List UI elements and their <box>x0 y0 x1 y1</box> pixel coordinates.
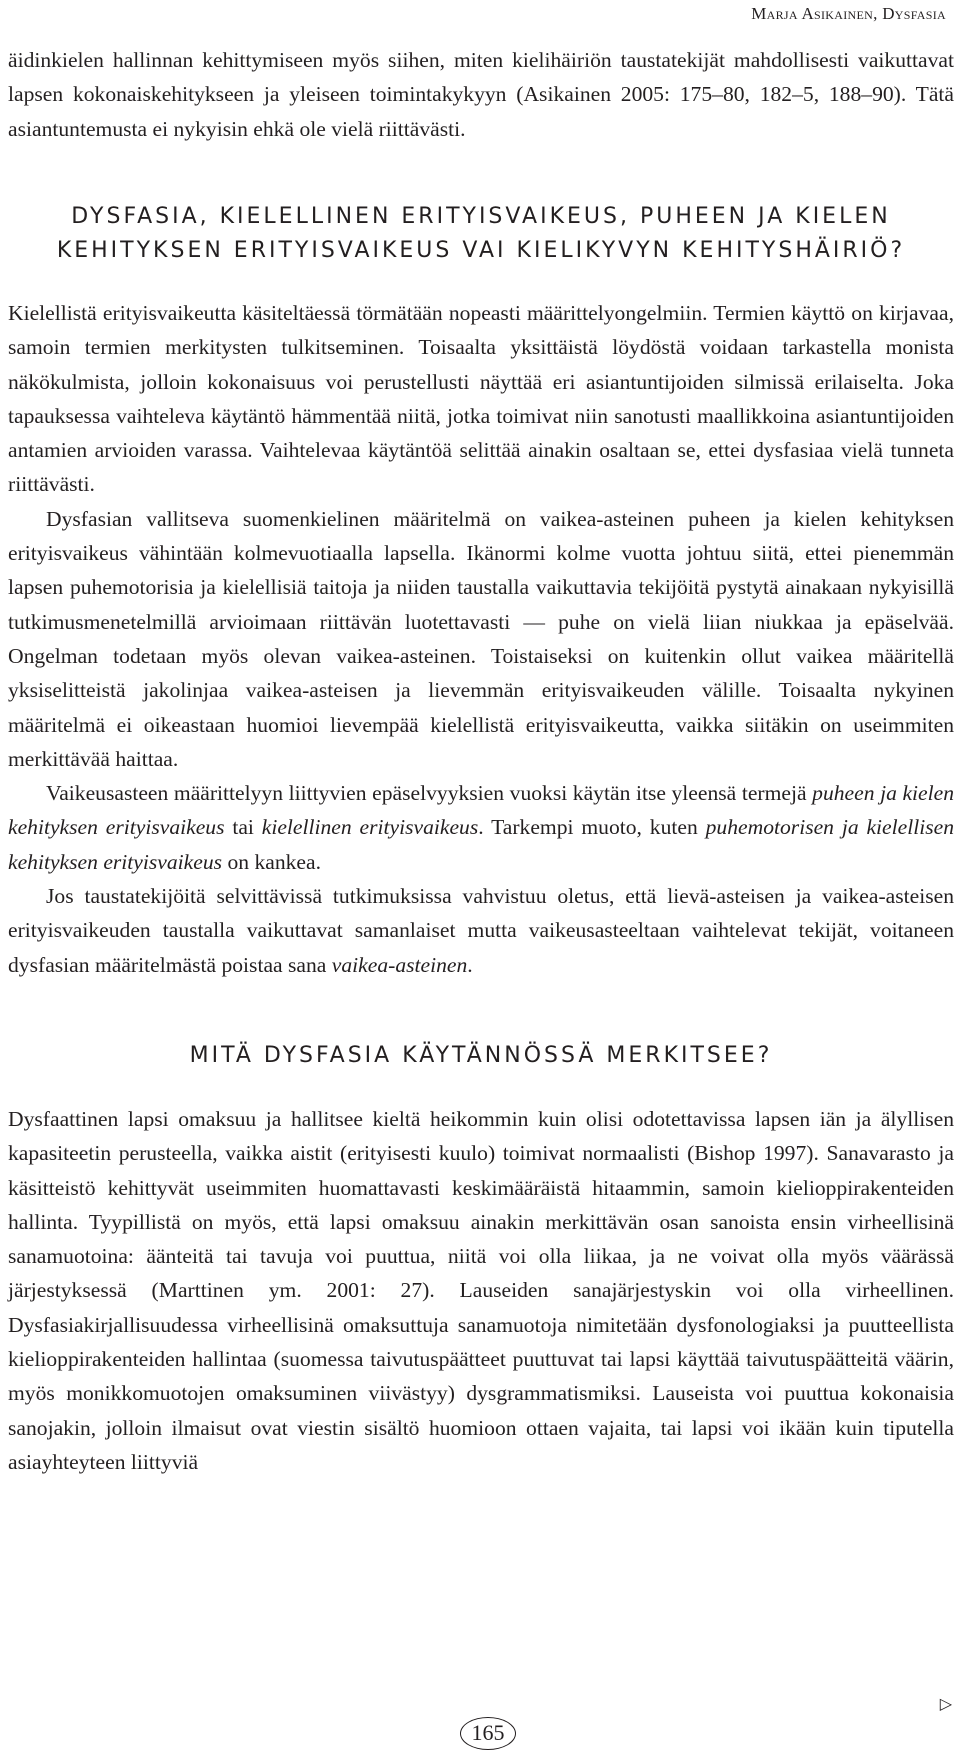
text-run: tai <box>224 815 262 840</box>
italic-term: puhemotorisen ja kielellisen kehityksen erityisvaikeus <box>8 815 954 874</box>
opening-paragraph-block <box>8 43 954 146</box>
text-run: on kankea. <box>222 849 321 874</box>
text-run: . <box>467 952 473 977</box>
section-body <box>8 296 954 982</box>
section-body <box>8 1102 954 1479</box>
text-run: Jos taustatekijöitä selvittävissä tutkimuksissa vahvistuu oletus, että lievä-asteisen ja vaikea-asteisen erityisvaikeuden taustalla vaikuttavat samanlaiset mutta vaikeusasteeltaan vaihtelevat tekijät, voitaneen dysfasian määritelmästä poistaa sana <box>8 884 954 977</box>
section-heading: MITÄ DYSFASIA KÄYTÄNNÖSSÄ MERKITSEE? <box>189 1043 773 1068</box>
section-heading: DYSFASIA, KIELELLINEN ERITYISVAIKEUS, PUHEEN JA KIELEN KEHITYKSEN ERITYISVAIKEUS VAI KIELIKYVYN KEHITYSHÄIRIÖ? <box>56 204 906 263</box>
paragraph: Dysfasian vallitseva suomenkielinen määritelmä on vaikea-asteinen puheen ja kielen kehityksen erityisvaikeus vähintään kolmevuotiaalla lapsella. Ikänormi kolme vuotta johtuu siitä, ettei pienemmän lapsen puhemotorisia ja kielellisiä taitoja ja niiden taustalla vaikuttavia tekijöitä pystytä ainakaan nykyisillä tutkimusmenetelmillä arvioimaan riittävän luotettavasti — puhe on vielä liian niukkaa ja epäselvää. Ongelman todetaan myös olevan vaikea-asteinen. Toistaiseksi on kuitenkin ollut vaikea määritellä yksiselitteistä jakolinjaa vaikea-asteisen ja lievemmän erityisvaikeuden välille. Toisaalta nykyinen määritelmä ei oikeastaan huomioi lievempää kielellistä erityisvaikeutta, vaikka siitäkin on useimmiten merkittävää haittaa. <box>8 506 954 771</box>
running-head: Marja Asikainen, Dysfasia <box>751 4 946 23</box>
italic-term: vaikea-asteinen <box>331 952 468 977</box>
paragraph <box>8 879 954 982</box>
continue-arrow-icon: ▷ <box>939 1694 952 1713</box>
document-page <box>8 0 954 1755</box>
italic-term: puheen ja kielen kehityksen erityisvaikeus <box>8 781 954 840</box>
paragraph <box>8 776 954 879</box>
page-number: 165 <box>460 1717 516 1750</box>
text-run: . Tarkempi muoto, kuten <box>478 815 706 840</box>
paragraph: Dysfaattinen lapsi omaksuu ja hallitsee kieltä heikommin kuin olisi odotettavissa lapsen iän ja älyllisen kapasiteetin perusteella, vaikka aistit (erityisesti kuulo) toimivat normaalisti (Bishop 1997). Sanavarasto ja käsitteistö kehittyvät useimmiten huomattavasti keskimääräistä hitaammin, samoin kielioppirakenteiden hallinta. Tyypillistä on myös, että lapsi omaksuu ainakin merkittävän osan sanoista ensin virheellisinä sanamuotoina: äänteitä tai tavuja voi puuttua, niitä voi olla liikaa, ja ne voivat olla myös väärässä järjestyksessä (Marttinen ym. 2001: 27). Lauseiden sanajärjestyskin voi olla virheellinen. Dysfasiakirjallisuudessa virheellisinä omaksuttuja sanamuotoja nimitetään dysfonologiaksi ja puutteellista kielioppirakenteiden hallintaa (suomessa taivutuspäätteet puuttuvat tai lapsi käyttää taivutuspäätteitä väärin, myös monikkomuotojen omaksuminen viivästyy) dysgrammatismiksi. Lauseista voi puuttua kokonaisia sanojakin, jolloin ilmaisut ovat viestin sisältö huomioon ottaen vajaita, tai lapsi voi ikään kuin tiputella asiayhteyteen liittyviä <box>8 1107 954 1474</box>
paragraph: äidinkielen hallinnan kehittymiseen myös siihen, miten kielihäiriön taustatekijät mahdollisesti vaikuttavat lapsen kokonaiskehitykseen ja yleiseen toimintakykyyn (Asikainen 2005: 175–80, 182–5, 188–90). Tätä asiantuntemusta ei nykyisin ehkä ole vielä riittävästi. <box>8 48 954 141</box>
text-run: Vaikeusasteen määrittelyyn liittyvien epäselvyyksien vuoksi käytän itse yleensä termejä <box>46 781 813 806</box>
paragraph: Kielellistä erityisvaikeutta käsiteltäessä törmätään nopeasti määrittelyongelmiin. Termien käyttö on kirjavaa, samoin termien merkitysten tulkitseminen. Toisaalta yksittäistä löydöstä voidaan tarkastella monista näkökulmista, jolloin kokonaisuus voi perustellusti näyttää eri asiantuntijoiden silmissä erilaiselta. Joka tapauksessa vaihteleva käytäntö hämmentää niitä, jotka toimivat niin sanotusti maallikkoina asiantuntijoiden antamien arvioiden varassa. Vaihtelevaa käytäntöä selittää ainakin osaltaan se, ettei dysfasiaa vielä tunneta riittävästi. <box>8 301 954 497</box>
italic-term: kielellinen erityisvaikeus <box>261 815 479 840</box>
